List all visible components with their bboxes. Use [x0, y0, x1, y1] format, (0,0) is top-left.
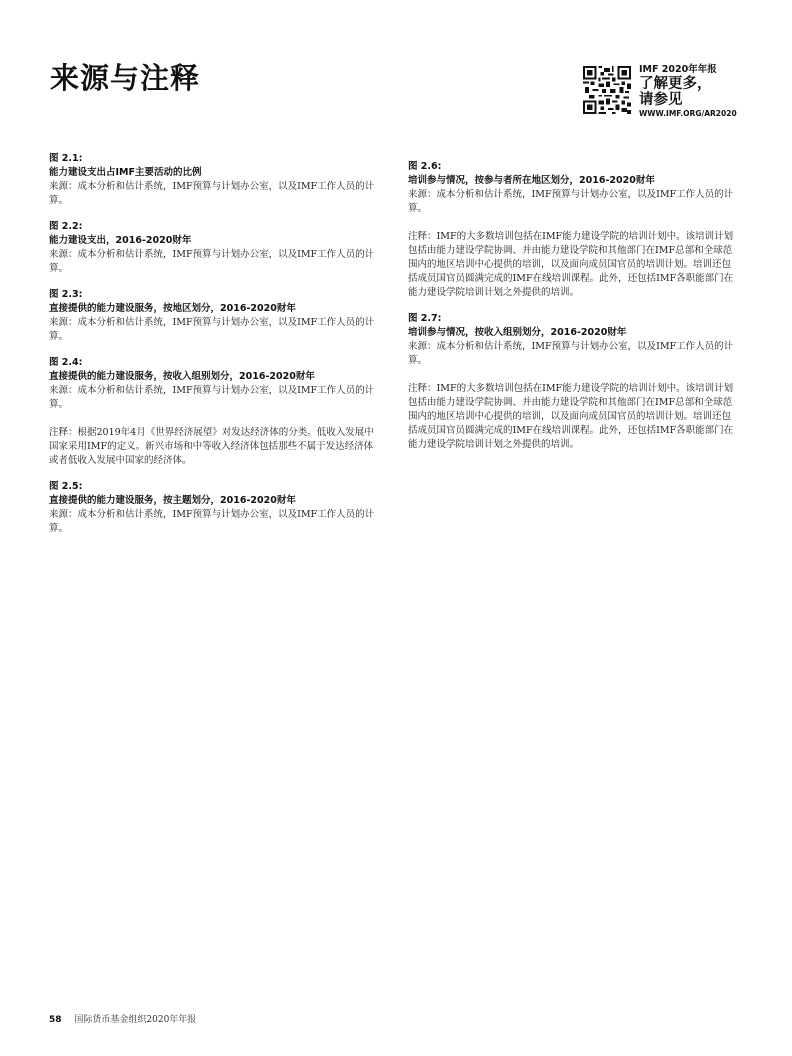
figure-source: 来源：成本分析和估计系统，IMF预算与计划办公室，以及IMF工作人员的计算。 [49, 317, 375, 342]
figure-note-2-2 [49, 220, 379, 276]
figure-note-2-7 [408, 312, 738, 452]
figure-note-2-3 [49, 288, 379, 344]
figure-label: 图 2.3: [49, 289, 83, 300]
figure-source: 来源：成本分析和估计系统，IMF预算与计划办公室，以及IMF工作人员的计算。 [408, 341, 734, 366]
figure-source: 来源：成本分析和估计系统，IMF预算与计划办公室，以及IMF工作人员的计算。 [49, 385, 375, 410]
qr-main-line1: 了解更多， [639, 76, 712, 92]
figure-label: 图 2.4: [49, 357, 83, 368]
figure-label: 图 2.6: [408, 161, 442, 172]
figure-title: 直接提供的能力建设服务，按收入组别划分，2016-2020财年 [49, 371, 315, 382]
page-title: 来源与注释 [50, 61, 201, 95]
figure-note-2-5 [49, 480, 379, 536]
figure-source: 来源：成本分析和估计系统，IMF预算与计划办公室，以及IMF工作人员的计算。 [49, 181, 375, 206]
page-footer [49, 1012, 196, 1025]
figure-title: 培训参与情况，按收入组别划分，2016-2020财年 [408, 327, 627, 338]
figure-title: 能力建设支出，2016-2020财年 [49, 235, 192, 246]
qr-url-link[interactable]: WWW.IMF.ORG/AR2020 [639, 109, 737, 118]
figure-label: 图 2.2: [49, 221, 83, 232]
left-column [49, 152, 379, 548]
figure-source: 来源：成本分析和估计系统，IMF预算与计划办公室，以及IMF工作人员的计算。 [49, 249, 375, 274]
right-column [408, 160, 738, 464]
figure-note-text: 注释：根据2019年4月《世界经济展望》对发达经济体的分类。低收入发展中国家采用IMF的定义。新兴市场和中等收入经济体包括那些不属于发达经济体或者低收入发展中国家的经济体。 [49, 427, 374, 466]
qr-code-icon [583, 66, 631, 114]
figure-label: 图 2.1: [49, 153, 83, 164]
qr-main-line2: 请参见 [639, 92, 683, 108]
qr-title: IMF 2020年年报 [639, 64, 717, 75]
footer-text: 国际货币基金组织2020年年报 [74, 1015, 197, 1025]
page-number: 58 [49, 1015, 62, 1025]
figure-note-2-6 [408, 160, 738, 300]
figure-note-2-1 [49, 152, 379, 208]
figure-source: 来源：成本分析和估计系统，IMF预算与计划办公室，以及IMF工作人员的计算。 [49, 509, 375, 534]
figure-title: 直接提供的能力建设服务，按主题划分，2016-2020财年 [49, 495, 296, 506]
qr-text [639, 64, 737, 119]
figure-title: 能力建设支出占IMF主要活动的比例 [49, 167, 202, 178]
figure-label: 图 2.7: [408, 313, 442, 324]
figure-title: 直接提供的能力建设服务，按地区划分，2016-2020财年 [49, 303, 296, 314]
figure-title: 培训参与情况，按参与者所在地区划分，2016-2020财年 [408, 175, 655, 186]
qr-promo[interactable] [583, 64, 753, 120]
figure-note-text: 注释：IMF的大多数培训包括在IMF能力建设学院的培训计划中。该培训计划包括由能力建设学院协调、并由能力建设学院和其他部门在IMF总部和全球范围内的地区培训中心提供的培训，以及面向成员国官员的培训计划。培训还包括成员国官员圆满完成的IMF在线培训课程。此外，还包括IMF各职能部门在能力建设学院培训计划之外提供的培训。 [408, 231, 734, 298]
figure-note-2-4 [49, 356, 379, 468]
figure-label: 图 2.5: [49, 481, 83, 492]
figure-source: 来源：成本分析和估计系统，IMF预算与计划办公室，以及IMF工作人员的计算。 [408, 189, 734, 214]
figure-note-text: 注释：IMF的大多数培训包括在IMF能力建设学院的培训计划中。该培训计划包括由能力建设学院协调、并由能力建设学院和其他部门在IMF总部和全球范围内的地区培训中心提供的培训，以及面向成员国官员的培训计划。培训还包括成员国官员圆满完成的IMF在线培训课程。此外，还包括IMF各职能部门在能力建设学院培训计划之外提供的培训。 [408, 383, 734, 450]
